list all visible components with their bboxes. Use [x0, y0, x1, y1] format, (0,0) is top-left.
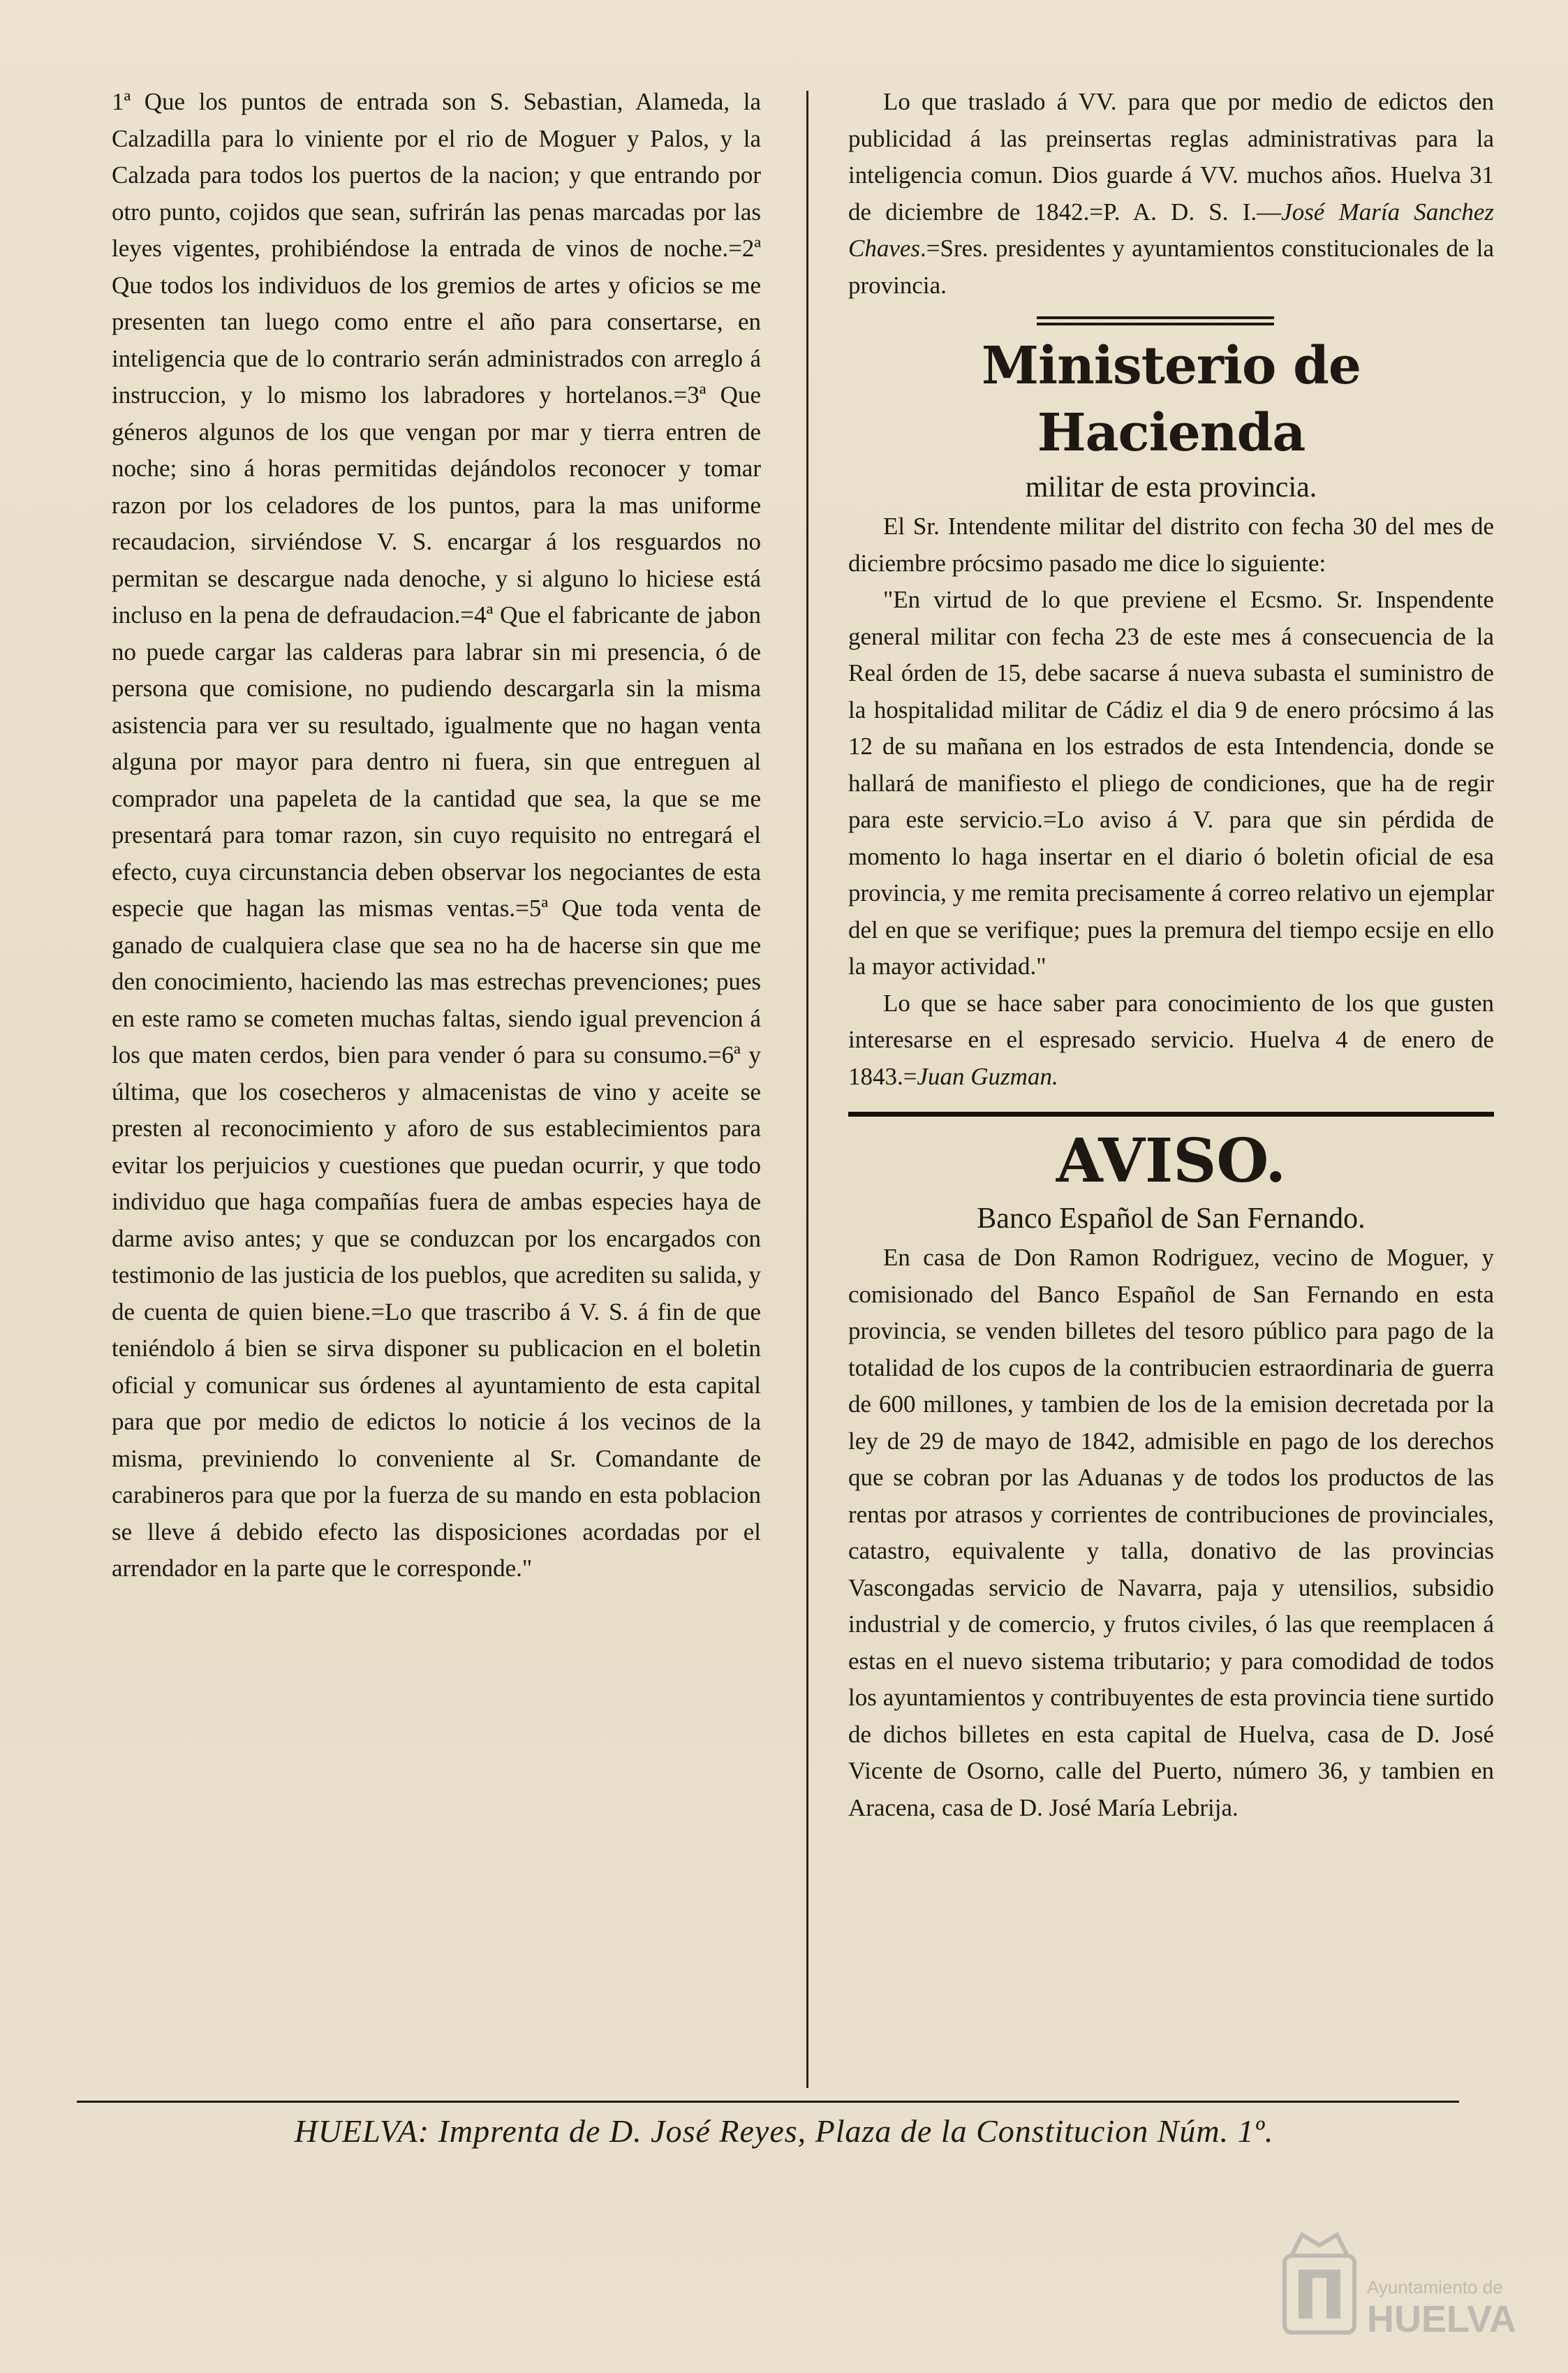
ministerio-title: Ministerio de Hacienda	[982, 336, 1361, 463]
left-column	[112, 84, 761, 1587]
ministerio-closing-text: Lo que se hace saber para conocimiento de los que gusten interesarse en el espresado servicio. Huelva 4 de enero de 1843.=	[848, 989, 1494, 1090]
traslado-text: Lo que traslado á VV. para que por medio de edictos den publicidad á las preinsertas reglas administrativas para la inteligencia comun. Dios guarde á VV. muchos años. Huelva 31 de diciembre de 1842.=P. A. D. S. I.—	[848, 88, 1494, 226]
watermark-big-text: HUELVA	[1367, 2298, 1516, 2340]
ministerio-signature: Juan Guzman.	[917, 1062, 1058, 1090]
traslado-closing: .=Sres. presidentes y ayuntamientos constitucionales de la provincia.	[848, 235, 1494, 299]
left-column-text: 1ª Que los puntos de entrada son S. Sebastian, Alameda, la Calzadilla para lo viniente por el rio de Moguer y Palos, y la Calzada para todos los puertos de la nacion; y que entrando por otro punto, cojidos que sean, sufrirán las penas marcadas por las leyes vigentes, prohibiéndose la entrada de vinos de noche.=2ª Que todos los individuos de los gremios de artes y oficios se me presenten tan luego como entre el año para consertarse, en inteligencia que de lo contrario serán administrados con arreglo á instruccion, y lo mismo los labradores y hortelanos.=3ª Que géneros algunos de los que vengan por mar y tierra entren de noche; sino á horas permitidas dejándolos reconocer y tomar razon por los celadores de los puntos, para la mas uniforme recaudacion, sirviéndose V. S. encargar á los resguardos no permitan se descargue nada denoche, y si alguno lo hiciese está incluso en la pena de defraudacion.=4ª Que el fabricante de jabon no puede cargar las calderas para labrar sin mi presencia, ó de persona que comisione, no pudiendo descargarla sin la misma asistencia para ver su resultado, igualmente que no hagan venta alguna por mayor para dentro ni fuera, sin que entreguen al comprador una papeleta de la cantidad que sea, la que se me presentará para tomar razon, sin cuyo requisito no entregará el efecto, cuya circunstancia deben observar los negociantes de esta especie que hagan las mismas ventas.=5ª Que toda venta de ganado de cualquiera clase que sea no ha de hacerse sin que me den conocimiento, haciendo las mas estrechas prevenciones; pues en este ramo se cometen muchas faltas, siendo igual prevencion á los que maten cerdos, bien para vender ó para su consumo.=6ª y última, que los cosecheros y almacenistas de vino y aceite se presten al reconocimiento y aforo de sus establecimientos para evitar los perjuicios y cuestiones que puedan ocurrir, y que todo individuo que haga compañías fuera de ambas especies haya de darme aviso antes; y que se conduzcan por los encargados con testimonio de las justicia de los pueblos, que acrediten su salida, y de cuenta de quien biene.=Lo que trascribo á V. S. á fin de que teniéndolo á bien se sirva disponer su publicacion en el boletin oficial y comunicar sus órdenes al ayuntamiento de esta capital para que por medio de edictos lo noticie á los vecinos de la misma, previniendo lo conveniente al Sr. Comandante de carabineros para que por la fuerza de su mando en esta poblacion se lleve á debido efecto las disposiciones acordadas por el arrendador en la parte que le corresponde."	[112, 88, 761, 1582]
aviso-divider	[848, 1112, 1494, 1117]
ministerio-intro: El Sr. Intendente militar del distrito con fecha 30 del mes de diciembre prócsimo pasado me dice lo siguiente:	[848, 513, 1494, 577]
aviso-body: En casa de Don Ramon Rodriguez, vecino de Moguer, y comisionado del Banco Español de San Fernando en esta provincia, se venden billetes del tesoro público para pago de la totalidad de los cupos de la contribucien estraordinaria de guerra de 600 millones, y tambien de los de la emision decretada por la ley de 29 de mayo de 1842, admisible en pago de los derechos que se cobran por las Aduanas y de todos los productos de las rentas por atrasos y corrientes de contribuciones de provinciales, catastro, equivalente y talla, donativo de las provincias Vascongadas servicio de Navarra, paja y utensilios, subsidio industrial y de comercio, y frutos civiles, ó las que reemplacen á estas en el nuevo sistema tributario; y para comodidad de todos los ayuntamientos y contribuyentes de esta provincia tiene surtido de dichos billetes en esta capital de Huelva, casa de D. José Vicente de Osorno, calle del Puerto, número 36, y tambien en Aracena, casa de D. José María Lebrija.	[848, 1244, 1494, 1821]
right-column	[848, 84, 1494, 1826]
printer-imprint: HUELVA: Imprenta de D. José Reyes, Plaza de la Constitucion Núm. 1º.	[294, 2113, 1274, 2149]
watermark-small-text: Ayuntamiento de	[1367, 2277, 1503, 2298]
footer-rule	[77, 2101, 1459, 2103]
ministerio-subtitle: militar de esta provincia.	[1025, 471, 1317, 504]
traslado-signature: José María Sanchez Chaves	[848, 198, 1494, 262]
section-divider	[1037, 316, 1274, 325]
ministerio-closing	[848, 985, 1494, 1096]
ministerio-quote: "En virtud de lo que previene el Ecsmo. Sr. Inspendente general militar con fecha 23 de este mes á consecuencia de la Real órden de 15, debe sacarse á nueva subasta el suministro de la hospitalidad militar de Cádiz el dia 9 de enero prócsimo á las 12 de su mañana en los estrados de esta Intendencia, donde se hallará de manifiesto el pliego de condiciones, que ha de regir para este servicio.=Lo aviso á V. para que sin pérdida de momento lo haga insertar en el diario ó boletin oficial de esa provincia, y me remita precisamente á correo relativo un ejemplar del en que se verifique; pues la premura del tiempo ecsije en ello la mayor actividad."	[848, 586, 1494, 980]
traslado-paragraph	[848, 84, 1494, 304]
archive-watermark	[1278, 2228, 1515, 2346]
column-divider	[806, 91, 808, 2088]
aviso-subtitle: Banco Español de San Fernando.	[977, 1203, 1366, 1235]
aviso-title: AVISO.	[1056, 1126, 1287, 1196]
coat-of-arms-icon	[1278, 2228, 1361, 2346]
